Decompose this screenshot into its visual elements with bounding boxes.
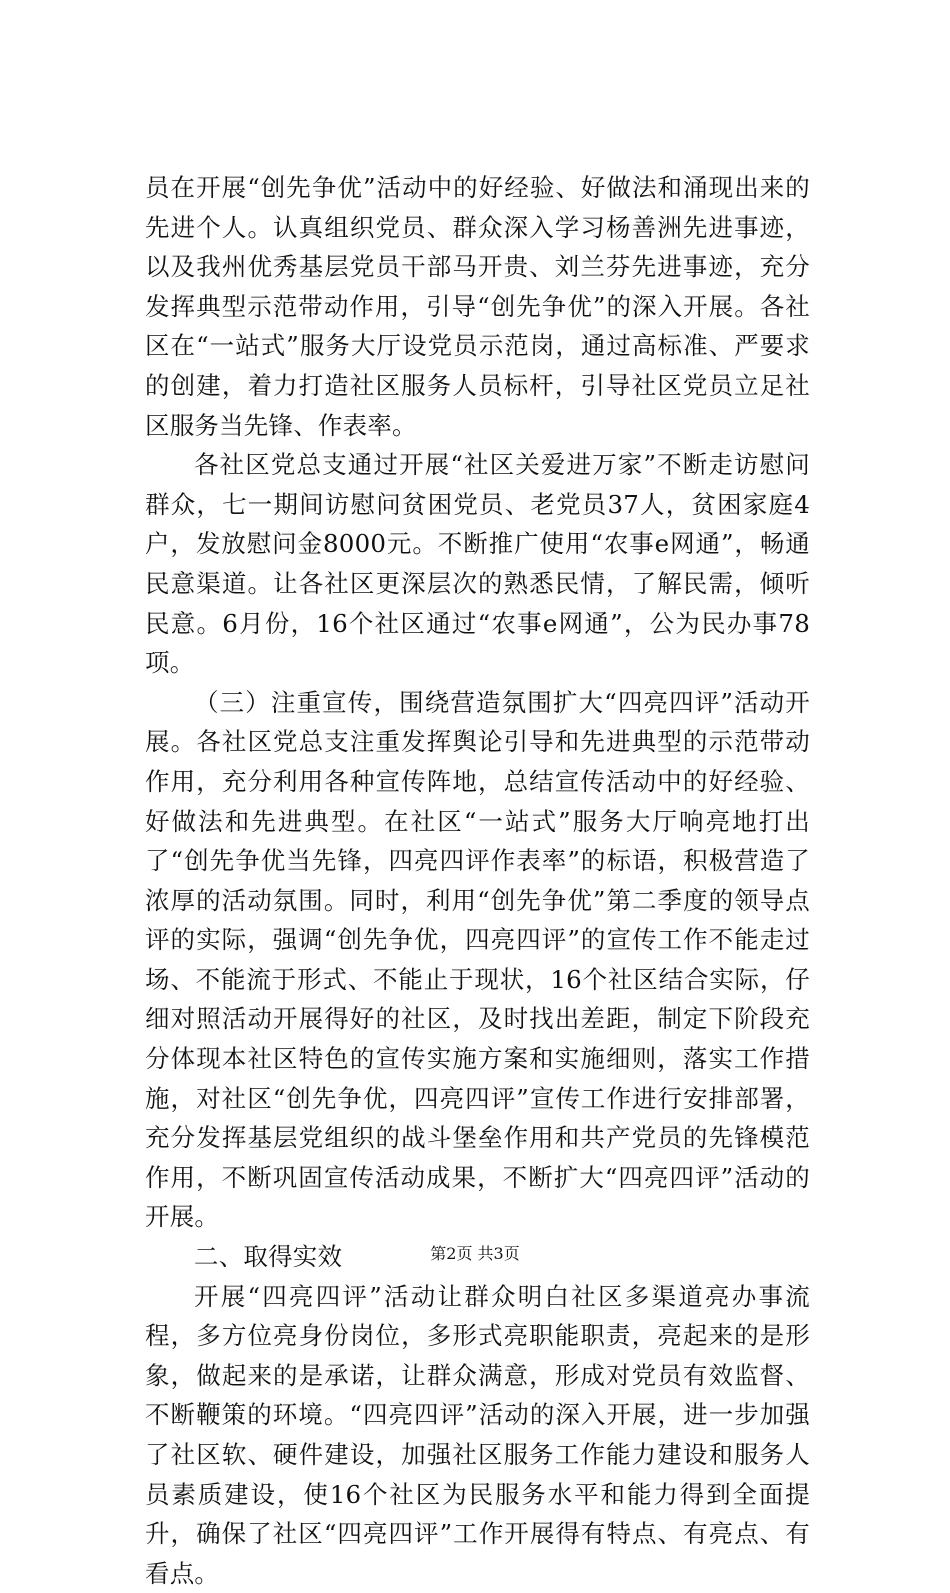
- paragraph-4: 开展“四亮四评”活动让群众明白社区多渠道亮办事流程，多方位亮身份岗位，多形式亮职能职责，亮起来的是形象，做起来的是承诺，让群众满意，形成对党员有效监督、不断鞭策的环境。“四亮四评”活动的深入开展，进一步加强了社区软、硬件建设，加强社区服务工作能力建设和服务人员素质建设，使16个社区为民服务水平和能力得到全面提升，确保了社区“四亮四评”工作开展得有特点、有亮点、有看点。: [145, 1281, 810, 1588]
- paragraph-3: （三）注重宣传，围绕营造氛围扩大“四亮四评”活动开展。各社区党总支注重发挥舆论引导和先进典型的示范带动作用，充分利用各种宣传阵地，总结宣传活动中的好经验、好做法和先进典型。在社区“一站式”服务大厅响亮地打出了“创先争优当先锋，四亮四评作表率”的标语，积极营造了浓厚的活动氛围。同时，利用“创先争优”第二季度的领导点评的实际，强调“创先争优，四亮四评”的宣传工作不能走过场、不能流于形式、不能止于现状，16个社区结合实际，仔细对照活动开展得好的社区，及时找出差距，制定下阶段充分体现本社区特色的宣传实施方案和实施细则，落实工作措施，对社区“创先争优，四亮四评”宣传工作进行安排部署，充分发挥基层党组织的战斗堡垒作用和共产党员的先锋模范作用，不断巩固宣传活动成果，不断扩大“四亮四评”活动的开展。: [145, 687, 810, 1232]
- paragraph-1: 员在开展“创先争优”活动中的好经验、好做法和涌现出来的先进个人。认真组织党员、群众深入学习杨善洲先进事迹，以及我州优秀基层党员干部马开贵、刘兰芬先进事迹，充分发挥典型示范带动作用，引导“创先争优”的深入开展。各社区在“一站式”服务大厅设党员示范岗，通过高标准、严要求的创建，着力打造社区服务人员标杆，引导社区党员立足社区服务当先锋、作表率。: [145, 173, 810, 440]
- paragraph-2: 各社区党总支通过开展“社区关爱进万家”不断走访慰问群众，七一期间访慰问贫困党员、老党员37人，贫困家庭4户，发放慰问金8000元。不断推广使用“农事e网通”，畅通民意渠道。让各社区更深层次的熟悉民情，了解民需，倾听民意。6月份，16个社区通过“农事e网通”，公为民办事78项。: [145, 450, 810, 678]
- page-footer: 第2页 共3页: [430, 1244, 520, 1263]
- section-heading: 二、取得实效: [194, 1242, 343, 1272]
- document-body: [145, 168, 810, 1593]
